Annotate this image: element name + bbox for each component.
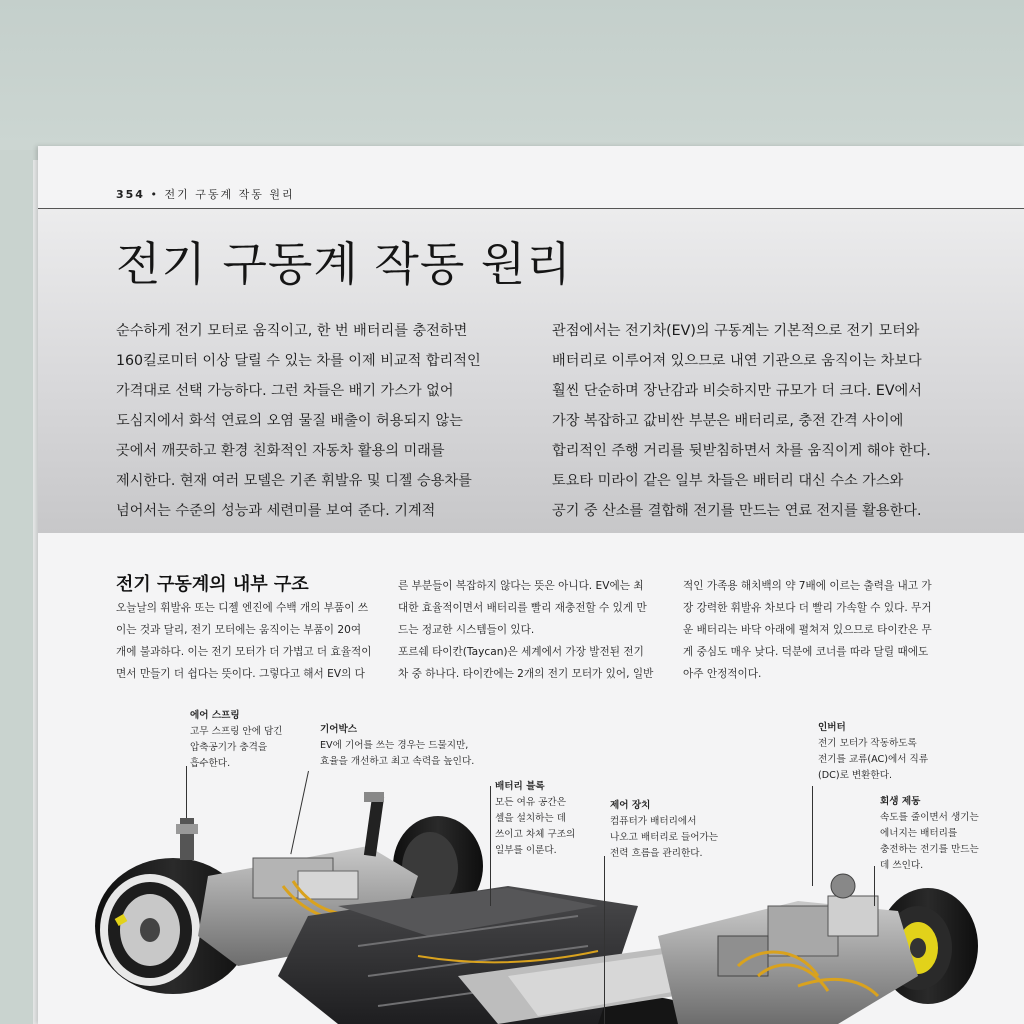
running-head-bullet: • [150,188,159,201]
leader-battery-block [490,786,491,906]
callout-regen-braking [880,794,1010,874]
callout-title: 기어박스 [320,724,358,735]
leader-air-spring [186,766,187,818]
callout-title: 제어 장치 [610,800,651,811]
callout-title: 배터리 블록 [495,781,545,792]
callout-desc: 전기 모터가 작동하도록 전기를 교류(AC)에서 직류 (DC)로 변환한다. [818,738,929,781]
air-spring [176,818,198,860]
page-title: 전기 구동계 작동 원리 [116,237,572,291]
callout-desc: 컴퓨터가 배터리에서 나오고 배터리로 들어가는 전력 흐름을 관리한다. [610,816,719,859]
callout-inverter [818,720,968,784]
section-column-1: 오늘날의 휘발유 또는 디젤 엔진에 수백 개의 부품이 쓰 이는 것과 달리, 전기 모터에는 움직이는 부품이 20여 개에 불과하다. 이는 전기 모터가 더 가볍고 더 효율적이 면서 만들기 더 쉽다는 뜻이다. 그렇다고 해서 EV의 다 [116,602,372,680]
ev-chassis-illustration [38,146,1024,1024]
callout-desc: 속도를 줄이면서 생기는 에너지는 배터리를 충전하는 전기를 만드는 데 쓰인다. [880,812,979,871]
shock-absorber [364,792,384,857]
section-column-2: 른 부분들이 복잡하지 않다는 뜻은 아니다. EV에는 최 대한 효율적이면서 배터리를 빨리 재충전할 수 있게 만 드는 정교한 시스템들이 있다. 포르쉐 타이칸(Taycan)은 세계에서 가장 발전된 전기 차 중 하나다. 타이칸에는 2개의 전기 모터가 있어, 일반 [398,580,654,680]
intro-text-left: 순수하게 전기 모터로 움직이고, 한 번 배터리를 충전하면 160킬로미터 이상 달릴 수 있는 차를 이제 비교적 합리적인 가격대로 선택 가능하다. 그런 차들은 배기 가스가 없어 도심지에서 화석 연료의 오염 물질 배출이 허용되지 않는 곳에서 깨끗하고 환경 친화적인 자동차 활용의 미래를 제시한다. 현재 여러 모델은 기존 휘발유 및 디젤 승용차를 넘어서는 수준의 성능과 세련미를 보여 준다. 기계적 [116,323,481,519]
intro-text-right: 관점에서는 전기차(EV)의 구동계는 기본적으로 전기 모터와 배터리로 이루어져 있으므로 내연 기관으로 움직이는 차보다 훨씬 단순하며 장난감과 비슷하지만 규모가 더 크다. EV에서 가장 복잡하고 값비싼 부분은 배터리로, 충전 간격 사이에 합리적인 주행 거리를 뒷받침하면서 차를 움직이게 해야 한다. 토요타 미라이 같은 일부 차들은 배터리 대신 수소 가스와 공기 중 산소를 결합해 전기를 만드는 연료 전지를 활용한다. [552,323,931,519]
callout-title: 에어 스프링 [190,710,240,721]
callout-title: 인버터 [818,722,846,733]
callout-control-unit [610,798,750,862]
callout-title: 회생 제동 [880,796,921,807]
callout-battery-block [495,779,605,859]
running-head-title: 전기 구동계 작동 원리 [164,188,295,201]
desk-background [0,0,1024,150]
book-page [38,146,1024,1024]
callout-gearbox [320,722,540,770]
callout-desc: 고무 스프링 안에 담긴 압축공기가 충격을 흡수한다. [190,726,283,769]
front-drive-unit [658,874,918,1024]
leader-regen-braking [874,866,875,906]
leader-inverter [812,786,813,886]
callout-air-spring [190,708,320,772]
section-heading: 전기 구동계의 내부 구조 [116,574,309,595]
leader-control-unit [604,856,605,1024]
page-number: 354 [116,188,145,201]
callout-desc: EV에 기어를 쓰는 경우는 드물지만, 효율을 개선하고 최고 속력을 높인다. [320,740,475,767]
callout-desc: 모든 여유 공간은 셀을 설치하는 데 쓰이고 차체 구조의 일부를 이룬다. [495,797,576,856]
section-column-3: 적인 가족용 해치백의 약 7배에 이르는 출력을 내고 가 장 강력한 휘발유 차보다 더 빨리 가속할 수 있다. 무거 운 배터리는 바닥 아래에 펼쳐져 있으므로 타이칸은 무 게 중심도 매우 낮다. 덕분에 코너를 따라 달릴 때에도 아주 안정적이다. [683,580,932,680]
